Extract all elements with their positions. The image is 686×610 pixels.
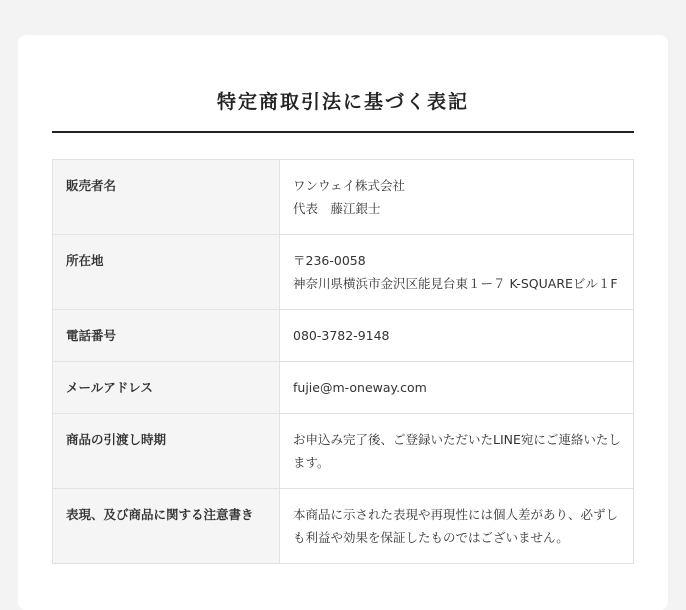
phone-number: 080-3782-9148 bbox=[293, 328, 390, 343]
seller-label: 販売者名 bbox=[53, 160, 280, 235]
notice-label: 表現、及び商品に関する注意書き bbox=[53, 489, 280, 564]
table-row-seller bbox=[53, 160, 634, 235]
delivery-label: 商品の引渡し時期 bbox=[53, 414, 280, 489]
notice-value bbox=[280, 489, 634, 564]
legal-notice-card bbox=[18, 35, 668, 610]
page-title: 特定商取引法に基づく表記 bbox=[216, 91, 469, 113]
legal-info-table bbox=[52, 159, 634, 564]
seller-company: ワンウェイ株式会社 bbox=[293, 178, 406, 193]
table-row-email bbox=[53, 362, 634, 414]
table-row-address bbox=[53, 235, 634, 310]
title-divider bbox=[52, 131, 634, 133]
table-row-notice bbox=[53, 489, 634, 564]
table-row-delivery bbox=[53, 414, 634, 489]
seller-representative: 代表 藤江銀士 bbox=[293, 201, 381, 216]
email-label: メールアドレス bbox=[53, 362, 280, 414]
address-value bbox=[280, 235, 634, 310]
delivery-value bbox=[280, 414, 634, 489]
email-value bbox=[280, 362, 634, 414]
notice-text: 本商品に示された表現や再現性には個人差があり、必ずしも利益や効果を保証したものではございません。 bbox=[293, 507, 619, 545]
phone-label: 電話番号 bbox=[53, 310, 280, 362]
table-row-phone bbox=[53, 310, 634, 362]
address-label: 所在地 bbox=[53, 235, 280, 310]
address-street: 神奈川県横浜市金沢区能見台東１ー７ K-SQUAREビル１F bbox=[293, 276, 618, 291]
email-address: fujie@m-oneway.com bbox=[293, 380, 427, 395]
address-postal-code: 〒236-0058 bbox=[293, 253, 366, 268]
phone-value bbox=[280, 310, 634, 362]
delivery-text: お申込み完了後、ご登録いただいたLINE宛にご連絡いたします。 bbox=[293, 432, 621, 470]
seller-value bbox=[280, 160, 634, 235]
